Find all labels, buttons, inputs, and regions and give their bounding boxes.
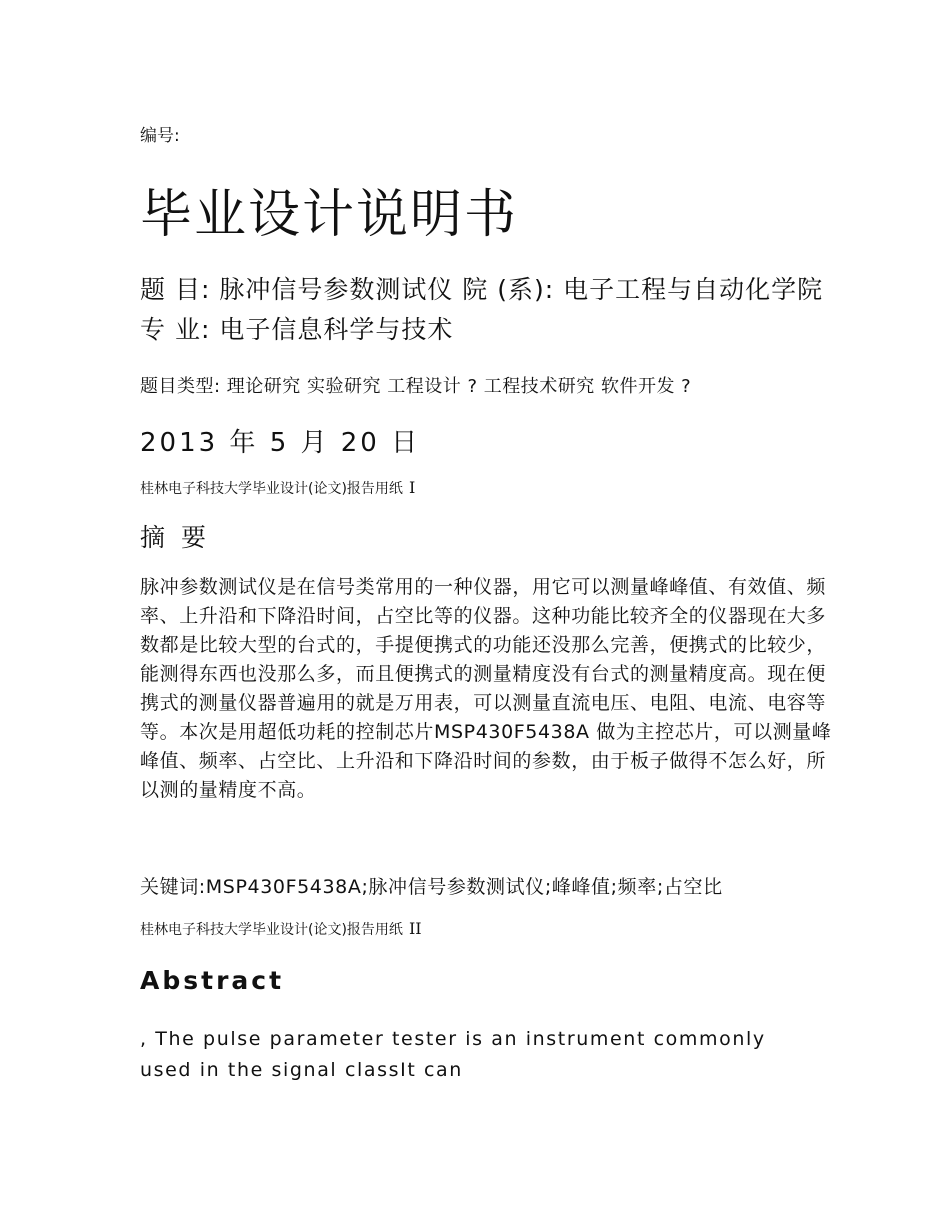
abstract-cn-title: 摘 要 xyxy=(140,523,210,552)
document-title: 毕业设计说明书 xyxy=(140,185,519,245)
page-header-text: 桂林电子科技大学毕业设计(论文)报告用纸 xyxy=(140,922,403,938)
abstract-cn-body: 脉冲参数测试仪是在信号类常用的一种仪器，用它可以测量峰峰值、有效值、频率、上升沿和下降沿时间，占空比等的仪器。这种功能比较齐全的仪器现在大多数都是比较大型的台式的，手提便携式的功能还没那么完善，便携式的比较少，能测得东西也没那么多，而且便携式的测量精度没有台式的测量精度高。现在便携式的测量仪器普遍用的就是万用表，可以测量直流电压、电阻、电流、电容等等。本次是用超低功耗的控制芯片MSP430F5438A 做为主控芯片，可以测量峰峰值、频率、占空比、上升沿和下降沿时间的参数，由于板子做得不怎么好，所以测的量精度不高。 xyxy=(140,576,832,801)
abstract-en-title: Abstract xyxy=(140,966,285,995)
keywords: 关键词:MSP430F5438A;脉冲信号参数测试仪;峰峰值;频率;占空比 xyxy=(140,876,723,898)
page-number: I xyxy=(408,478,416,497)
document-date: 2013 年 5 月 20 日 xyxy=(140,428,421,458)
document-number-label: 编号: xyxy=(140,126,180,146)
page-header xyxy=(140,919,422,939)
page-header-text: 桂林电子科技大学毕业设计(论文)报告用纸 xyxy=(140,481,403,497)
topic-types: 题目类型: 理论研究 实验研究 工程设计 ? 工程技术研究 软件开发 ? xyxy=(140,376,692,397)
abstract-en-body: , The pulse parameter tester is an instrument commonly used in the signal classIt can xyxy=(140,1028,766,1081)
page-number: II xyxy=(408,919,422,938)
thesis-info: 题 目: 脉冲信号参数测试仪 院 (系): 电子工程与自动化学院 专 业: 电子信息科学与技术 xyxy=(140,275,824,344)
page-header xyxy=(140,478,415,498)
